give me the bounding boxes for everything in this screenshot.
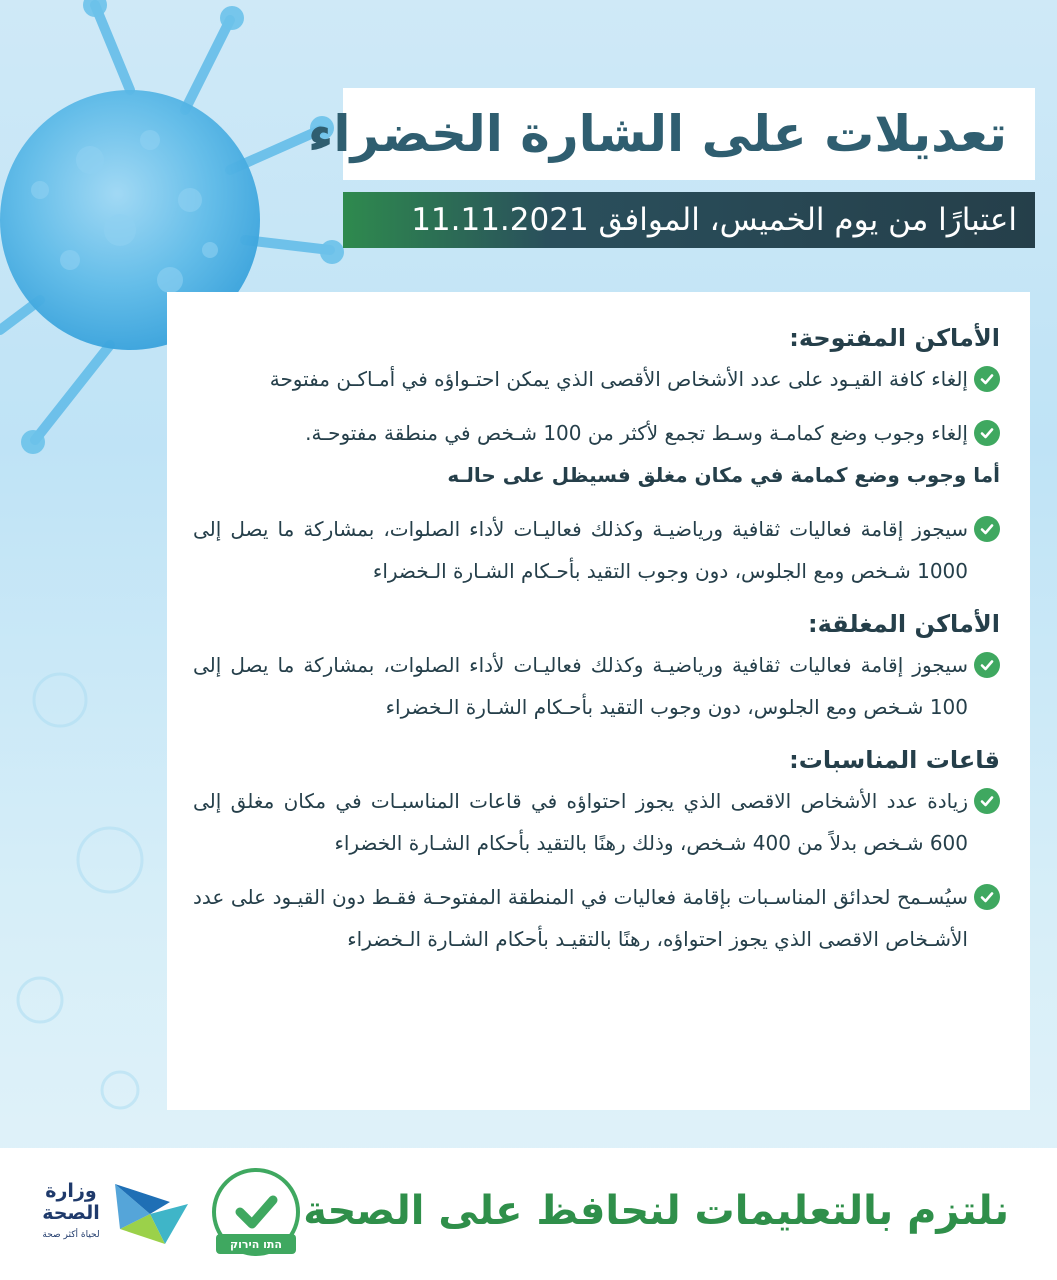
section-heading-event-halls: قاعات المناسبات: bbox=[789, 746, 1000, 774]
check-circle-icon bbox=[974, 884, 1000, 910]
ministry-of-health-logo bbox=[22, 1174, 192, 1258]
list-item bbox=[193, 876, 1000, 960]
check-circle-icon bbox=[974, 366, 1000, 392]
item-text: إلغاء وجوب وضع كمامـة وسـط تجمع لأكثر من 100 شـخص في منطقة مفتوحـة. bbox=[305, 421, 968, 445]
section-heading-open-places: الأماكن المفتوحة: bbox=[789, 324, 1000, 352]
footer bbox=[0, 1148, 1057, 1280]
list-item-note bbox=[193, 454, 1000, 496]
mask-note: أما وجوب وضع كمامة في مكان مغلق فسيظل على حالـه bbox=[447, 463, 1000, 487]
date-banner bbox=[343, 192, 1035, 248]
item-text: سيجوز إقامة فعاليات ثقافية ورياضيـة وكذلك فعاليـات لأداء الصلوات، بمشاركة ما يصل إلى 1000 شـخص ومع الجلوس، دون وجوب التقيد بأحـكام الشـارة الـخضراء bbox=[193, 517, 968, 583]
list-item bbox=[193, 508, 1000, 592]
ministry-tagline: لحياة أكثر صحة bbox=[42, 1230, 100, 1240]
list-item bbox=[193, 358, 1000, 400]
green-pass-label: התו הירוק bbox=[216, 1234, 296, 1254]
green-pass-logo bbox=[212, 1168, 300, 1256]
list-item bbox=[193, 412, 1000, 454]
item-text: إلغاء كافة القيـود على عدد الأشخاص الأقصى الذي يمكن احتـواؤه في أمـاكـن مفتوحة bbox=[269, 367, 968, 391]
section-heading-closed-places: الأماكن المغلقة: bbox=[808, 610, 1000, 638]
list-item bbox=[193, 644, 1000, 728]
title-banner bbox=[307, 88, 1035, 180]
check-circle-icon bbox=[974, 788, 1000, 814]
check-circle-icon bbox=[974, 652, 1000, 678]
check-circle-icon bbox=[974, 420, 1000, 446]
ministry-name: وزارة الصحة bbox=[42, 1180, 100, 1224]
page-title: تعديلات على الشارة الخضراء bbox=[307, 105, 1007, 163]
item-text: سيُسـمح لحدائق المناسـبات بإقامة فعاليات في المنطقة المفتوحـة فقـط دون القيـود على عدد الأشـخاص الاقصى الذي يجوز احتواؤه، رهنًا بالتقيـد بأحكام الشـارة الـخضراء bbox=[193, 885, 968, 951]
item-text: زيادة عدد الأشخاص الاقصى الذي يجوز احتواؤه في قاعات المناسبـات في مكان مغلق إلى 600 شـخص بدلاً من 400 شـخص، وذلك رهنًا بالتقيد بأحكام الشـارة الخضراء bbox=[193, 789, 968, 855]
effective-date: اعتبارًا من يوم الخميس، الموافق 11.11.2021 bbox=[411, 202, 1017, 238]
slogan: نلتزم بالتعليمات لنحافظ على الصحة bbox=[303, 1188, 1009, 1234]
check-circle-icon bbox=[974, 516, 1000, 542]
list-item bbox=[193, 780, 1000, 864]
content-card bbox=[167, 292, 1030, 1110]
item-text: سيجوز إقامة فعاليات ثقافية ورياضيـة وكذلك فعاليـات لأداء الصلوات، بمشاركة ما يصل إلى 100 شـخص ومع الجلوس، دون وجوب التقيد بأحـكام الشـارة الـخضراء bbox=[193, 653, 968, 719]
ministry-emblem-icon bbox=[110, 1174, 190, 1254]
